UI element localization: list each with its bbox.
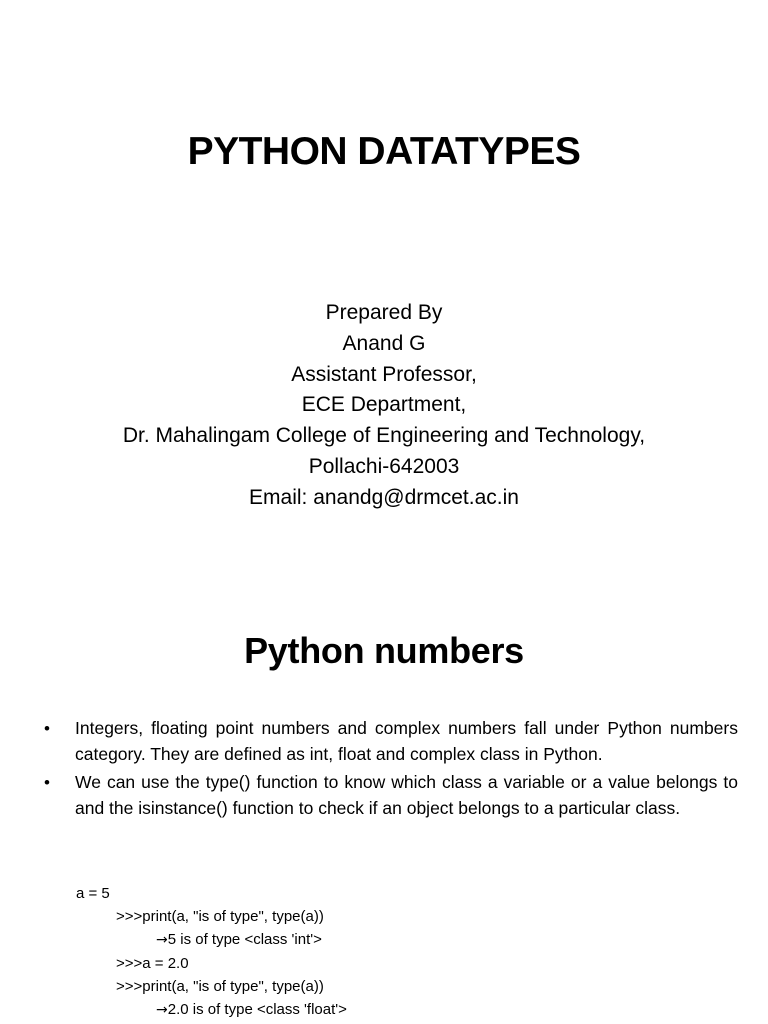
bullet-dot-icon: • <box>44 773 50 793</box>
bullet-text: We can use the type() function to know which class a variable or a value belongs to and the isinstance() function to check if an object belongs to a particular class. <box>75 772 738 818</box>
code-output-line <box>76 998 347 1022</box>
prepared-by-line: Prepared By <box>325 301 443 324</box>
arrow-right-icon: → <box>156 932 168 948</box>
code-output-line <box>76 928 347 952</box>
bullet-text: Integers, floating point numbers and complex numbers fall under Python numbers category. They are defined as int, float and complex class in Python. <box>75 718 738 764</box>
bullet-dot-icon: • <box>44 719 50 738</box>
code-example <box>76 882 347 1022</box>
bullet-item <box>0 770 768 821</box>
code-line: >>>print(a, "is of type", type(a)) <box>116 978 324 995</box>
code-output-text: 5 is of type <class 'int'> <box>167 931 322 948</box>
bullet-list <box>0 716 768 824</box>
bullet-item <box>0 716 768 767</box>
author-college: Dr. Mahalingam College of Engineering and Technology, <box>122 424 646 448</box>
author-info <box>0 298 768 514</box>
author-location: Pollachi-642003 <box>308 454 460 478</box>
code-line: >>>a = 2.0 <box>116 955 189 972</box>
author-position: Assistant Professor, <box>291 362 477 386</box>
code-line: a = 5 <box>76 885 110 902</box>
presentation-title: PYTHON DATATYPES <box>187 130 581 173</box>
code-output-text: 2.0 is of type <class 'float'> <box>167 1001 347 1018</box>
content-slide <box>0 576 768 1024</box>
slide-title: Python numbers <box>244 630 524 671</box>
author-email: Email: anandg@drmcet.ac.in <box>249 485 519 509</box>
author-name: Anand G <box>342 331 426 355</box>
author-department: ECE Department, <box>301 393 467 417</box>
code-line: >>>print(a, "is of type", type(a)) <box>116 908 324 925</box>
arrow-right-icon: → <box>156 1002 168 1018</box>
